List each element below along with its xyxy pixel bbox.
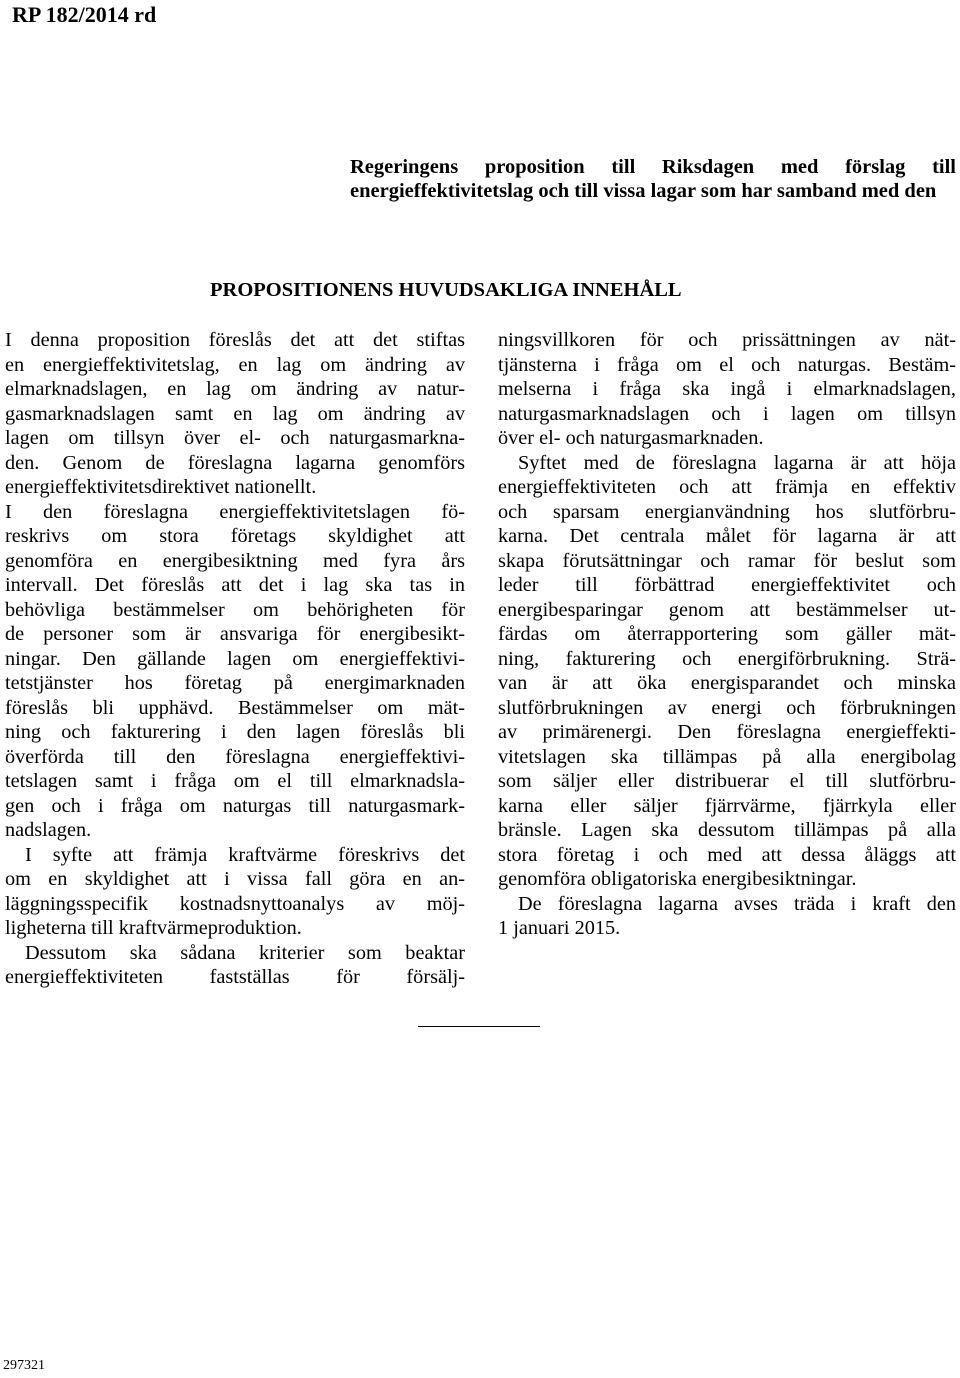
text-line: lagen om tillsyn över el- och naturgasmarkna- <box>5 427 465 449</box>
text-line: naturgasmarknadslagen och i lagen om tillsyn <box>498 402 956 425</box>
text-line: leder till förbättrad energieffektivitet och <box>498 574 956 596</box>
text-line: melserna i fråga ska ingå i elmarknadslagen, <box>498 378 956 400</box>
text-line: ning, fakturering och energiförbrukning. Strä- <box>498 647 956 670</box>
text-line: en energieffektivitetslag, en lag om ändring av <box>5 353 465 376</box>
text-line: 1 januari 2015. <box>498 917 621 939</box>
text-line: ningsvillkoren för och prissättningen av nät- <box>498 329 956 351</box>
text-line: överförda till den föreslagna energieffektivi- <box>5 745 465 768</box>
text-line: över el- och naturgasmarknaden. <box>498 427 764 449</box>
text-line: reskrivs om stora företags skyldighet att <box>5 525 465 547</box>
text-line: De föreslagna lagarna avses träda i kraft den <box>518 892 956 915</box>
paragraph <box>498 892 956 941</box>
text-line: stora företag i och med att dessa åläggs att <box>498 843 956 866</box>
paragraph <box>5 328 465 500</box>
proposition-title: Regeringens proposition till Riksdagen med förslag till energieffektivitetslag och till vissa lagar som har samband med den <box>350 156 956 202</box>
right-column <box>498 328 956 941</box>
text-line: energieffektiviteten och att främja en effektiv <box>498 476 956 498</box>
text-line: elmarknadslagen, en lag om ändring av natur- <box>5 378 465 400</box>
text-line: behövliga bestämmelser om behörigheten för <box>5 598 465 621</box>
text-line: bränsle. Lagen ska dessutom tillämpas på alla <box>498 819 956 841</box>
text-line: gasmarknadslagen samt en lag om ändring av <box>5 402 465 425</box>
text-line: slutförbrukningen av energi och förbrukningen <box>498 696 956 719</box>
paragraph <box>5 500 465 843</box>
paragraph <box>5 941 465 990</box>
text-line: genomföra en energibesiktning med fyra års <box>5 549 465 572</box>
text-line: vitetslagen ska tillämpas på alla energibolag <box>498 745 956 768</box>
paragraph <box>5 843 465 941</box>
text-line: I syfte att främja kraftvärme föreskrivs det <box>25 843 465 866</box>
text-line: tetslagen samt i fråga om el till elmarknadsla- <box>5 770 465 792</box>
text-line: om en skyldighet att i vissa fall göra en an- <box>5 868 465 890</box>
text-line: Syftet med de föreslagna lagarna är att höja <box>518 451 956 474</box>
section-heading: PROPOSITIONENS HUVUDSAKLIGA INNEHÅLL <box>210 279 682 301</box>
paragraph <box>498 451 956 892</box>
text-line: karna. Det centrala målet för lagarna är att <box>498 525 956 547</box>
text-line: läggningsspecifik kostnadsnyttoanalys av möj- <box>5 892 465 915</box>
text-line: som säljer eller distribuerar el till slutförbru- <box>498 770 956 792</box>
footer-code: 297321 <box>3 1358 45 1373</box>
text-line: nadslagen. <box>5 819 92 841</box>
text-line: skapa förutsättningar och ramar för beslut som <box>498 549 956 572</box>
end-rule <box>418 1026 540 1027</box>
text-line: ningar. Den gällande lagen om energieffektivi- <box>5 647 465 670</box>
text-line: tjänsterna i fråga om el och naturgas. Bestäm- <box>498 353 956 376</box>
text-line: och sparsam energianvändning hos slutförbru- <box>498 500 956 523</box>
text-line: färdas om återrapportering som gäller mät- <box>498 623 956 645</box>
text-line: ning och fakturering i den lagen föreslås bli <box>5 721 465 743</box>
text-line: intervall. Det föreslås att det i lag ska tas in <box>5 574 465 596</box>
text-line: ligheterna till kraftvärmeproduktion. <box>5 917 302 939</box>
text-line: gen och i fråga om naturgas till naturgasmark- <box>5 794 465 817</box>
text-line: av primärenergi. Den föreslagna energieffekti- <box>498 721 956 743</box>
text-line: van är att öka energisparandet och minska <box>498 672 956 694</box>
text-line: tetstjänster hos företag på energimarknaden <box>5 672 465 694</box>
left-column <box>5 328 465 990</box>
text-line: karna eller säljer fjärrvärme, fjärrkyla eller <box>498 794 956 817</box>
text-line: energieffektivitetsdirektivet nationellt. <box>5 476 317 498</box>
text-line: energibesparingar genom att bestämmelser ut- <box>498 598 956 621</box>
paragraph <box>498 328 956 451</box>
text-line: genomföra obligatoriska energibesiktningar. <box>498 868 857 890</box>
text-line: I den föreslagna energieffektivitetslagen fö- <box>5 500 465 523</box>
text-line: föreslås bli upphävd. Bestämmelser om mät- <box>5 696 465 719</box>
document-id: RP 182/2014 rd <box>12 2 157 27</box>
text-line: energieffektiviteten fastställas för försälj- <box>5 966 465 988</box>
text-line: de personer som är ansvariga för energibesikt- <box>5 623 465 645</box>
text-line: I denna proposition föreslås det att det stiftas <box>5 329 465 351</box>
text-line: Dessutom ska sådana kriterier som beaktar <box>25 941 465 964</box>
text-line: den. Genom de föreslagna lagarna genomförs <box>5 451 465 474</box>
